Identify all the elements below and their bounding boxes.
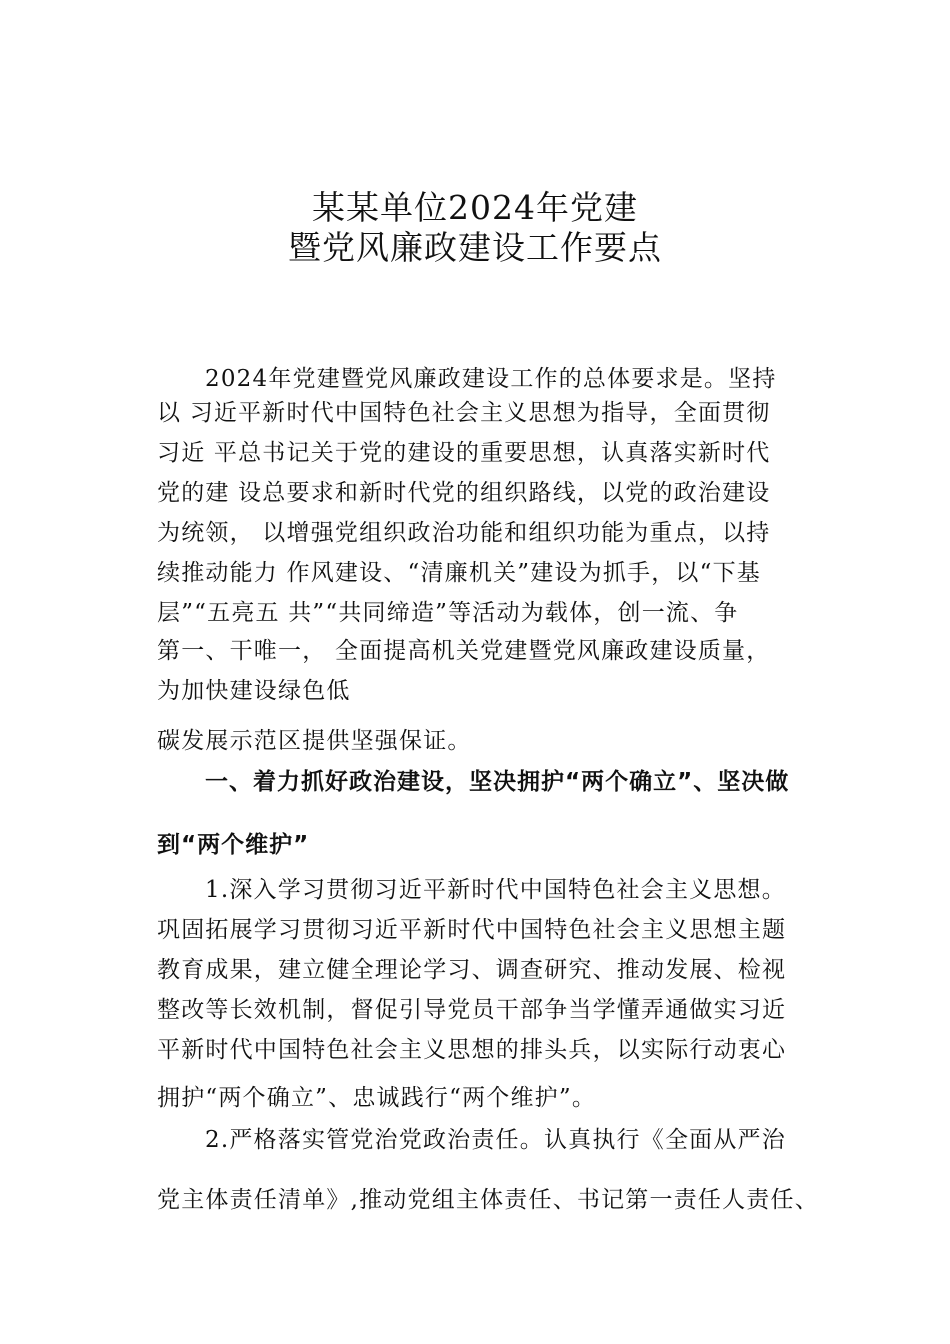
section-heading-1-line-1: 一、着力抓好政治建设，坚决拥护“两个确立”、坚决做	[205, 769, 790, 795]
item-1-line: 整改等长效机制，督促引导党员干部争当学懂弄通做实习近	[157, 997, 787, 1023]
item-2-line: 党主体责任清单》,推动党组主体责任、书记第一责任人责任、	[157, 1187, 819, 1213]
intro-line: 以 习近平新时代中国特色社会主义思想为指导，全面贯彻	[157, 400, 771, 426]
document-title-line-1: 某某单位2024年党建	[312, 188, 638, 227]
intro-line: 层”“五亮五 共”“共同缔造”等活动为载体，创一流、争	[157, 600, 739, 626]
intro-line: 为统领， 以增强党组织政治功能和组织功能为重点，以持	[157, 520, 771, 546]
section-heading-1-line-2: 到“两个维护”	[157, 832, 310, 858]
item-1-line: 教育成果，建立健全理论学习、调查研究、推动发展、检视	[157, 957, 787, 983]
intro-line: 党的建 设总要求和新时代党的组织路线，以党的政治建设	[157, 480, 771, 506]
intro-line: 碳发展示范区提供坚强保证。	[157, 728, 472, 754]
item-1-line: 巩固拓展学习贯彻习近平新时代中国特色社会主义思想主题	[157, 917, 787, 943]
item-2-line: 2.严格落实管党治党政治责任。认真执行《全面从严治	[205, 1127, 786, 1153]
intro-line: 续推动能力 作风建设、“清廉机关”建设为抓手，以“下基	[157, 560, 761, 586]
intro-line: 为加快建设绿色低	[157, 678, 351, 704]
intro-line: 第一、干唯一， 全面提高机关党建暨党风廉政建设质量，	[157, 638, 771, 664]
item-1-line: 平新时代中国特色社会主义思想的排头兵，以实际行动衷心	[157, 1037, 787, 1063]
item-1-line: 拥护“两个确立”、忠诚践行“两个维护”。	[157, 1085, 597, 1111]
document-title-line-2: 暨党风廉政建设工作要点	[288, 228, 662, 267]
intro-line: 2024年党建暨党风廉政建设工作的总体要求是。坚持	[205, 366, 777, 392]
item-1-line: 1.深入学习贯彻习近平新时代中国特色社会主义思想。	[205, 877, 786, 903]
intro-line: 习近 平总书记关于党的建设的重要思想，认真落实新时代	[157, 440, 771, 466]
